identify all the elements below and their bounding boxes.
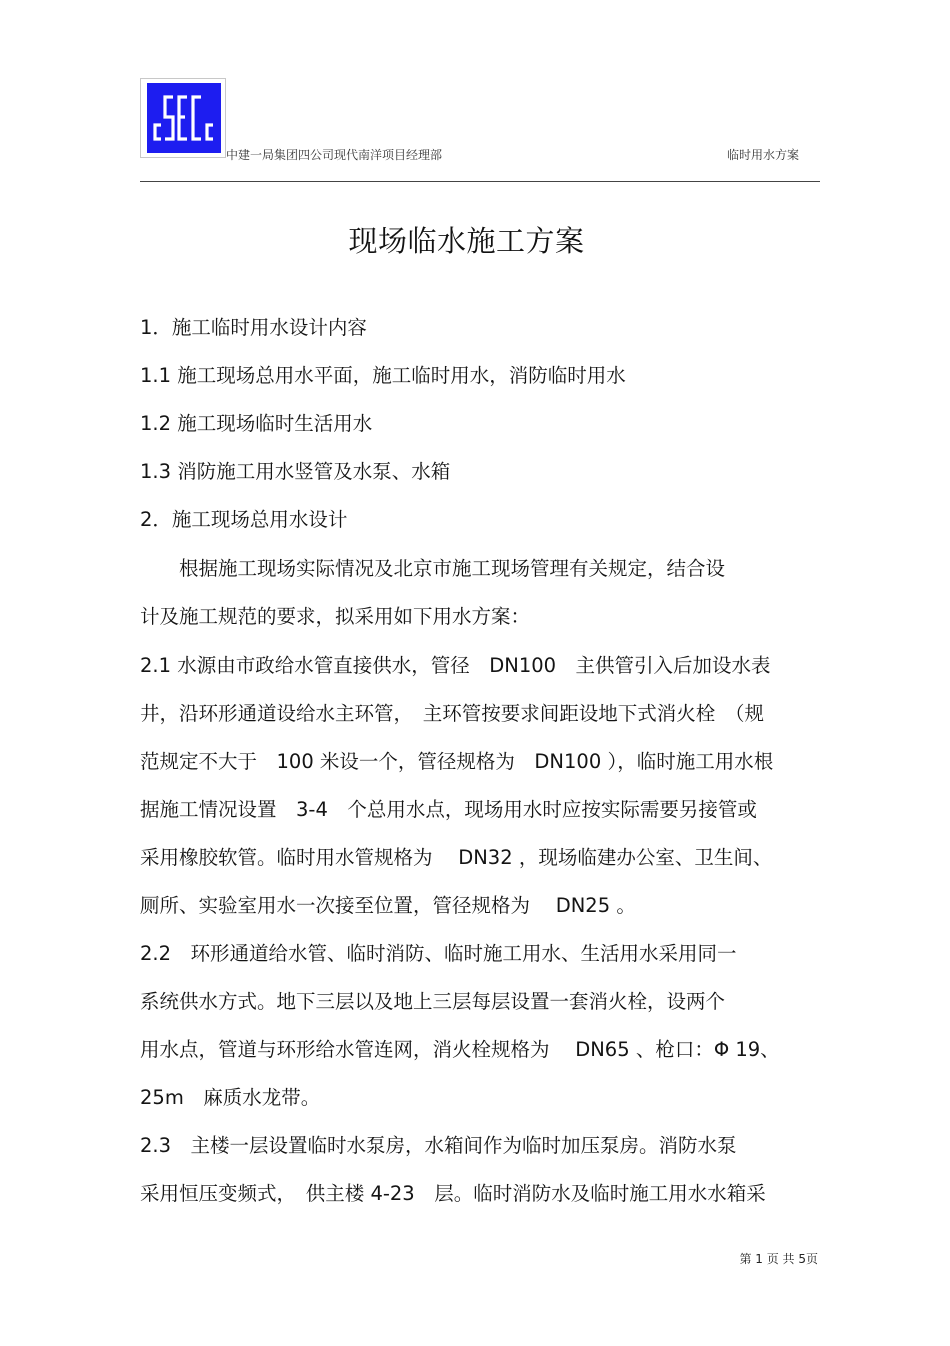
- header-document-type: 临时用水方案: [726, 148, 799, 162]
- company-logo: [140, 78, 226, 158]
- body-line: 2．施工现场总用水设计: [140, 508, 348, 531]
- body-line: 范规定不大于 100 米设一个，管径规格为 DN100 ），临时施工用水根: [140, 750, 774, 773]
- header-divider: [140, 181, 820, 182]
- body-line: 采用恒压变频式， 供主楼 4-23 层。临时消防水及临时施工用水水箱采: [140, 1182, 766, 1205]
- body-line: 据施工情况设置 3-4 个总用水点，现场用水时应按实际需要另接管或: [140, 798, 757, 821]
- document-title: 现场临水施工方案: [348, 224, 585, 259]
- body-line: 1.1 施工现场总用水平面，施工临时用水，消防临时用水: [140, 364, 626, 387]
- body-line: 25m 麻质水龙带。: [140, 1086, 321, 1109]
- cscec-logo-mark: [147, 83, 221, 153]
- body-line: 2.3 主楼一层设置临时水泵房，水箱间作为临时加压泵房。消防水泵: [140, 1134, 737, 1157]
- page-number: 第 1 页 共 5页: [739, 1252, 818, 1266]
- body-line: 2.2 环形通道给水管、临时消防、临时施工用水、生活用水采用同一: [140, 942, 737, 965]
- body-line: 根据施工现场实际情况及北京市施工现场管理有关规定，结合设: [140, 557, 726, 580]
- body-line: 采用橡胶软管。临时用水管规格为 DN32 ，现场临建办公室、卫生间、: [140, 846, 773, 869]
- body-line: 1.3 消防施工用水竖管及水泵、水箱: [140, 460, 451, 483]
- body-line: 2.1 水源由市政给水管直接供水，管径 DN100 主供管引入后加设水表: [140, 654, 771, 677]
- cscec-logo-icon: [147, 83, 221, 153]
- body-line: 系统供水方式。地下三层以及地上三层每层设置一套消火栓，设两个: [140, 990, 726, 1013]
- body-line: 用水点，管道与环形给水管连网，消火栓规格为 DN65 、枪口：Φ 19、: [140, 1038, 780, 1061]
- body-line: 井，沿环形通道设给水主环管， 主环管按要求间距设地下式消火栓 （规: [140, 702, 765, 725]
- body-line: 厕所、实验室用水一次接至位置，管径规格为 DN25 。: [140, 894, 636, 917]
- body-line: 1.2 施工现场临时生活用水: [140, 412, 373, 435]
- body-line: 计及施工规范的要求，拟采用如下用水方案：: [140, 605, 531, 628]
- header-company-name: 中建一局集团四公司现代南洋项目经理部: [226, 148, 443, 162]
- body-line: 1．施工临时用水设计内容: [140, 316, 367, 339]
